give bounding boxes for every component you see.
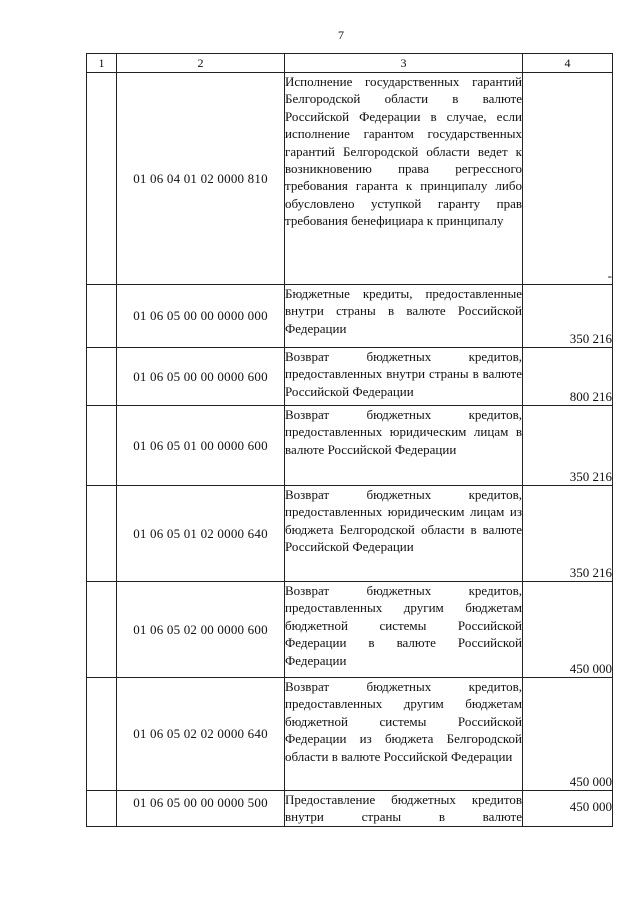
description-cell (285, 285, 523, 348)
table-row (87, 582, 613, 678)
table-row (87, 73, 613, 285)
description-cell (285, 791, 523, 827)
description-text: Возврат бюджетных кредитов, предоставленных другим бюджетам бюджетной системы Российской Федерации в валюте Российской Федерации (285, 583, 522, 668)
table-row (87, 791, 613, 827)
description-cell (285, 486, 523, 582)
description-cell (285, 678, 523, 791)
row-number-cell (87, 486, 117, 582)
description-cell (285, 73, 523, 285)
row-number-cell (87, 678, 117, 791)
row-number-cell (87, 406, 117, 486)
amount: 450 000 (523, 582, 613, 678)
budget-table (86, 53, 613, 827)
amount: 450 000 (523, 791, 613, 827)
amount: 350 216 (523, 285, 613, 348)
table-row (87, 486, 613, 582)
table-header-row (87, 54, 613, 73)
budget-code: 01 06 05 01 02 0000 640 (117, 486, 285, 582)
amount: 350 216 (523, 486, 613, 582)
description-text: Возврат бюджетных кредитов, предоставленных внутри страны в валюте Российской Федерации (285, 349, 522, 399)
page-number: 7 (338, 28, 344, 42)
row-number-cell (87, 348, 117, 406)
budget-code: 01 06 05 01 00 0000 600 (117, 406, 285, 486)
amount: 450 000 (523, 678, 613, 791)
column-header-2: 2 (117, 54, 285, 73)
budget-code: 01 06 05 02 00 0000 600 (117, 582, 285, 678)
table-row (87, 406, 613, 486)
row-number-cell (87, 73, 117, 285)
budget-code: 01 06 05 00 00 0000 600 (117, 348, 285, 406)
row-number-cell (87, 285, 117, 348)
description-text: Возврат бюджетных кредитов, предоставленных юридическим лицам из бюджета Белгородской области в валюте Российской Федерации (285, 487, 522, 555)
description-text: Исполнение государственных гарантий Белгородской области в валюте Российской Федерации в случае, если исполнение гарантом государственных гарантий Белгородской области ведет к возникновению права регрессного требования гаранта к принципалу либо обусловлено уступкой гаранту прав требования бенефициара к принципалу (285, 74, 522, 229)
description-text: Бюджетные кредиты, предоставленные внутри страны в валюте Российской Федерации (285, 286, 522, 336)
table-row (87, 348, 613, 406)
row-number-cell (87, 582, 117, 678)
column-header-4: 4 (523, 54, 613, 73)
description-cell (285, 348, 523, 406)
budget-code: 01 06 05 00 00 0000 500 (117, 791, 285, 827)
column-header-1: 1 (87, 54, 117, 73)
table-row (87, 678, 613, 791)
description-cell (285, 582, 523, 678)
amount: 800 216 (523, 348, 613, 406)
description-text: Возврат бюджетных кредитов, предоставленных другим бюджетам бюджетной системы Российской Федерации из бюджета Белгородской области в валюте Российской Федерации (285, 679, 522, 764)
budget-code: 01 06 05 02 02 0000 640 (117, 678, 285, 791)
column-header-3: 3 (285, 54, 523, 73)
budget-code: 01 06 04 01 02 0000 810 (117, 73, 285, 285)
amount: 350 216 (523, 406, 613, 486)
row-number-cell (87, 791, 117, 827)
table-row (87, 285, 613, 348)
description-cell (285, 406, 523, 486)
amount: - (523, 73, 613, 285)
description-text: Возврат бюджетных кредитов, предоставленных юридическим лицам в валюте Российской Федерации (285, 407, 522, 457)
description-text: Предоставление бюджетных кредитов внутри страны в валюте (285, 792, 522, 825)
budget-code: 01 06 05 00 00 0000 000 (117, 285, 285, 348)
